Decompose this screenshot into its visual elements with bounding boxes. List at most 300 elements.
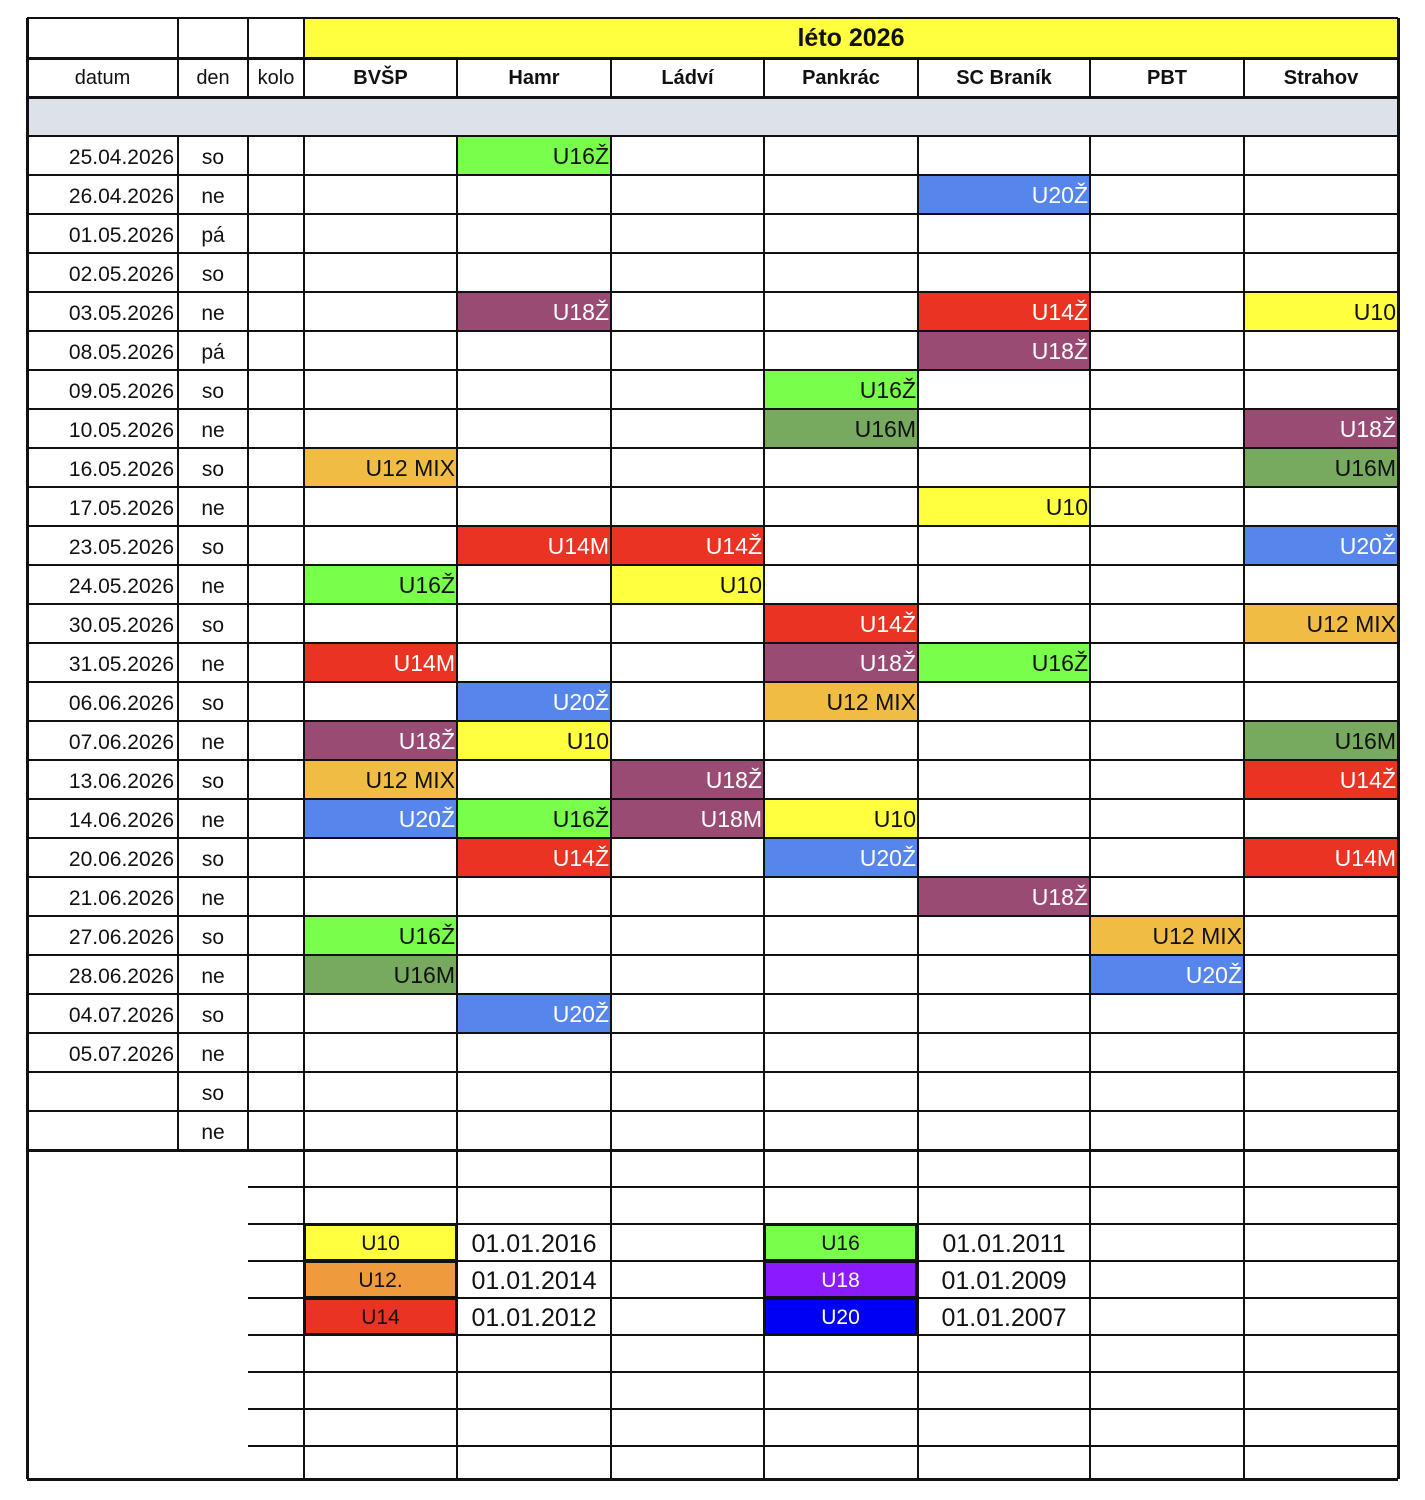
legend-date: 01.01.2016: [471, 1230, 597, 1258]
schedule-slot[interactable]: [611, 1111, 764, 1150]
row-date: 05.07.2026: [68, 1042, 174, 1066]
schedule-slot[interactable]: [457, 1033, 611, 1072]
schedule-slot[interactable]: [1090, 799, 1244, 838]
schedule-slot[interactable]: [611, 448, 764, 487]
grid-line-horizontal: [27, 993, 1398, 995]
schedule-slot[interactable]: [304, 1072, 457, 1111]
schedule-slot[interactable]: [611, 292, 764, 331]
schedule-slot[interactable]: U20Ž: [457, 994, 611, 1033]
row-date: 13.06.2026: [68, 769, 174, 793]
legend-badge: U12.: [304, 1261, 457, 1298]
schedule-slot[interactable]: [304, 682, 457, 721]
schedule-slot[interactable]: [304, 1033, 457, 1072]
schedule-slot[interactable]: U18Ž: [764, 643, 918, 682]
schedule-slot[interactable]: U16Ž: [304, 916, 457, 955]
schedule-slot[interactable]: [1244, 682, 1398, 721]
schedule-slot[interactable]: [764, 1033, 918, 1072]
schedule-slot[interactable]: [764, 175, 918, 214]
schedule-slot[interactable]: [764, 877, 918, 916]
schedule-slot[interactable]: [1090, 292, 1244, 331]
schedule-slot[interactable]: U10: [764, 799, 918, 838]
schedule-slot[interactable]: [1090, 136, 1244, 175]
row-kolo[interactable]: [248, 253, 304, 292]
separator-band: [27, 97, 1398, 136]
schedule-slot[interactable]: U18Ž: [304, 721, 457, 760]
schedule-slot[interactable]: [457, 487, 611, 526]
schedule-slot[interactable]: [918, 526, 1090, 565]
row-kolo[interactable]: [248, 955, 304, 994]
row-kolo[interactable]: [248, 1033, 304, 1072]
schedule-slot[interactable]: [304, 877, 457, 916]
schedule-slot[interactable]: [1090, 994, 1244, 1033]
legend-date: 01.01.2007: [941, 1304, 1067, 1332]
schedule-slot[interactable]: [457, 175, 611, 214]
grid-line-horizontal: [27, 1478, 1398, 1481]
grid-line-horizontal: [27, 1032, 1398, 1034]
schedule-slot[interactable]: [457, 955, 611, 994]
schedule-slot[interactable]: U12 MIX: [304, 760, 457, 799]
row-date: 20.06.2026: [68, 847, 174, 871]
row-kolo[interactable]: [248, 175, 304, 214]
season-title: léto 2026: [304, 18, 1398, 58]
grid-line-horizontal: [27, 525, 1398, 527]
schedule-slot[interactable]: U16M: [764, 409, 918, 448]
row-kolo[interactable]: [248, 916, 304, 955]
grid-line-vertical: [763, 58, 765, 97]
grid-line-horizontal: [27, 408, 1398, 410]
row-date: 01.05.2026: [68, 223, 174, 247]
legend-date: 01.01.2014: [471, 1267, 597, 1295]
schedule-slot[interactable]: U16Ž: [304, 565, 457, 604]
row-date: 07.06.2026: [68, 730, 174, 754]
schedule-slot[interactable]: [1090, 526, 1244, 565]
grid-line-vertical: [610, 58, 612, 97]
row-day: so: [201, 925, 225, 949]
row-day: ne: [201, 652, 225, 676]
schedule-slot[interactable]: U12 MIX: [764, 682, 918, 721]
schedule-slot[interactable]: U14M: [457, 526, 611, 565]
schedule-slot[interactable]: [1090, 370, 1244, 409]
schedule-slot[interactable]: U18Ž: [457, 292, 611, 331]
schedule-slot[interactable]: [304, 253, 457, 292]
schedule-slot[interactable]: U10: [1244, 292, 1398, 331]
header-venue: SC Braník: [956, 67, 1052, 89]
legend-badge: U10: [304, 1224, 457, 1261]
grid-line-horizontal: [27, 603, 1398, 605]
row-kolo[interactable]: [248, 370, 304, 409]
schedule-slot[interactable]: U14Ž: [764, 604, 918, 643]
schedule-slot[interactable]: [1090, 1111, 1244, 1150]
grid-line-horizontal: [27, 564, 1398, 566]
schedule-slot[interactable]: U20Ž: [1090, 955, 1244, 994]
grid-line-horizontal: [27, 447, 1398, 449]
row-date: 27.06.2026: [68, 925, 174, 949]
schedule-slot[interactable]: [1090, 643, 1244, 682]
schedule-slot[interactable]: [611, 682, 764, 721]
schedule-slot[interactable]: [1244, 253, 1398, 292]
schedule-slot[interactable]: [1090, 175, 1244, 214]
schedule-slot[interactable]: [611, 253, 764, 292]
row-date: 04.07.2026: [68, 1003, 174, 1027]
grid-line-horizontal: [27, 213, 1398, 215]
schedule-sheet: [27, 18, 1398, 1479]
schedule-slot[interactable]: [1090, 448, 1244, 487]
schedule-slot[interactable]: [611, 409, 764, 448]
schedule-slot[interactable]: U20Ž: [764, 838, 918, 877]
schedule-slot[interactable]: U14Ž: [918, 292, 1090, 331]
schedule-slot[interactable]: [918, 1072, 1090, 1111]
row-kolo[interactable]: [248, 1072, 304, 1111]
schedule-slot[interactable]: [764, 565, 918, 604]
schedule-slot[interactable]: [611, 331, 764, 370]
row-date: 14.06.2026: [68, 808, 174, 832]
schedule-slot[interactable]: [611, 1072, 764, 1111]
schedule-slot[interactable]: [611, 1033, 764, 1072]
row-kolo[interactable]: [248, 331, 304, 370]
header-venue: Hamr: [508, 67, 560, 89]
schedule-slot[interactable]: [918, 604, 1090, 643]
schedule-slot[interactable]: [457, 370, 611, 409]
row-date: 31.05.2026: [68, 652, 174, 676]
row-day: so: [201, 1003, 225, 1027]
grid-line-horizontal: [27, 17, 1398, 19]
schedule-slot[interactable]: U20Ž: [1244, 526, 1398, 565]
schedule-slot[interactable]: [304, 292, 457, 331]
schedule-slot[interactable]: [1244, 643, 1398, 682]
schedule-slot[interactable]: [457, 1072, 611, 1111]
schedule-slot[interactable]: [1244, 1033, 1398, 1072]
legend-date: 01.01.2012: [471, 1304, 597, 1332]
schedule-slot[interactable]: [1244, 955, 1398, 994]
row-kolo[interactable]: [248, 604, 304, 643]
schedule-slot[interactable]: [1090, 877, 1244, 916]
schedule-slot[interactable]: [764, 955, 918, 994]
schedule-slot[interactable]: [918, 1033, 1090, 1072]
schedule-slot[interactable]: [1244, 331, 1398, 370]
schedule-slot[interactable]: [611, 916, 764, 955]
schedule-slot[interactable]: U16Ž: [457, 799, 611, 838]
schedule-slot[interactable]: U20Ž: [918, 175, 1090, 214]
schedule-slot[interactable]: [764, 526, 918, 565]
schedule-slot[interactable]: [764, 916, 918, 955]
schedule-slot[interactable]: [764, 292, 918, 331]
schedule-slot[interactable]: U16M: [1244, 448, 1398, 487]
schedule-slot[interactable]: [918, 955, 1090, 994]
schedule-slot[interactable]: [1244, 1072, 1398, 1111]
schedule-slot[interactable]: [1244, 487, 1398, 526]
row-day: ne: [201, 1042, 225, 1066]
header-venue: BVŠP: [353, 67, 408, 89]
grid-line-horizontal: [27, 915, 1398, 917]
schedule-slot[interactable]: [457, 1111, 611, 1150]
schedule-slot[interactable]: [457, 565, 611, 604]
grid-line-horizontal: [27, 1071, 1398, 1073]
grid-line-vertical: [1243, 58, 1245, 97]
row-kolo[interactable]: [248, 1111, 304, 1150]
row-kolo[interactable]: [248, 838, 304, 877]
schedule-slot[interactable]: [918, 136, 1090, 175]
schedule-slot[interactable]: [611, 136, 764, 175]
schedule-slot[interactable]: U16M: [304, 955, 457, 994]
grid-line-horizontal: [27, 642, 1398, 644]
schedule-slot[interactable]: [918, 214, 1090, 253]
legend-badge: U16: [764, 1224, 917, 1261]
schedule-slot[interactable]: U14Ž: [1244, 760, 1398, 799]
row-date: 21.06.2026: [68, 886, 174, 910]
row-date: 23.05.2026: [68, 535, 174, 559]
header-venue: Pankrác: [802, 67, 880, 89]
schedule-slot[interactable]: [764, 487, 918, 526]
row-kolo[interactable]: [248, 487, 304, 526]
grid-line-horizontal: [27, 174, 1398, 176]
schedule-slot[interactable]: [764, 253, 918, 292]
schedule-slot[interactable]: [918, 721, 1090, 760]
schedule-slot[interactable]: U16Ž: [457, 136, 611, 175]
grid-line-horizontal: [248, 1445, 1398, 1446]
schedule-slot[interactable]: [457, 916, 611, 955]
schedule-slot[interactable]: [1090, 682, 1244, 721]
grid-line-horizontal: [27, 369, 1398, 371]
schedule-slot[interactable]: [1090, 409, 1244, 448]
schedule-slot[interactable]: [1090, 760, 1244, 799]
row-day: ne: [201, 808, 225, 832]
grid-line-horizontal: [248, 1371, 1398, 1372]
grid-line-horizontal: [27, 720, 1398, 722]
row-kolo[interactable]: [248, 136, 304, 175]
grid-line-horizontal: [27, 759, 1398, 761]
grid-line-horizontal: [27, 291, 1398, 293]
schedule-slot[interactable]: [1090, 604, 1244, 643]
schedule-slot[interactable]: [918, 448, 1090, 487]
schedule-slot[interactable]: [611, 877, 764, 916]
schedule-slot[interactable]: [918, 682, 1090, 721]
schedule-slot[interactable]: [611, 838, 764, 877]
schedule-slot[interactable]: [457, 448, 611, 487]
schedule-slot[interactable]: [611, 487, 764, 526]
schedule-slot[interactable]: [304, 604, 457, 643]
grid-line-horizontal: [27, 96, 1398, 99]
schedule-slot[interactable]: U18M: [611, 799, 764, 838]
row-kolo[interactable]: [248, 682, 304, 721]
row-date: 10.05.2026: [68, 418, 174, 442]
schedule-slot[interactable]: [457, 604, 611, 643]
schedule-slot[interactable]: [457, 409, 611, 448]
schedule-slot[interactable]: U10: [918, 487, 1090, 526]
row-day: ne: [201, 301, 225, 325]
grid-line-vertical: [1089, 58, 1091, 97]
schedule-slot[interactable]: [611, 604, 764, 643]
legend-badge: U14: [304, 1298, 457, 1335]
schedule-slot[interactable]: [918, 370, 1090, 409]
schedule-slot[interactable]: [304, 487, 457, 526]
schedule-slot[interactable]: [1090, 331, 1244, 370]
schedule-slot[interactable]: [1090, 253, 1244, 292]
schedule-slot[interactable]: [304, 370, 457, 409]
grid-line-vertical: [917, 58, 919, 97]
schedule-slot[interactable]: U14Ž: [457, 838, 611, 877]
schedule-slot[interactable]: [918, 838, 1090, 877]
schedule-slot[interactable]: U12 MIX: [304, 448, 457, 487]
schedule-slot[interactable]: [611, 721, 764, 760]
schedule-slot[interactable]: [1090, 565, 1244, 604]
row-day: ne: [201, 496, 225, 520]
schedule-slot[interactable]: [304, 136, 457, 175]
schedule-slot[interactable]: [611, 214, 764, 253]
schedule-slot[interactable]: [304, 175, 457, 214]
schedule-slot[interactable]: [611, 175, 764, 214]
schedule-slot[interactable]: U14M: [1244, 838, 1398, 877]
schedule-slot[interactable]: [457, 643, 611, 682]
schedule-slot[interactable]: [1244, 370, 1398, 409]
row-kolo[interactable]: [248, 214, 304, 253]
row-date: 25.04.2026: [68, 145, 174, 169]
schedule-slot[interactable]: U18Ž: [1244, 409, 1398, 448]
grid-line-horizontal: [27, 837, 1398, 839]
row-kolo[interactable]: [248, 760, 304, 799]
header-venue: Ládví: [661, 67, 714, 89]
schedule-slot[interactable]: [304, 331, 457, 370]
schedule-slot[interactable]: [1244, 877, 1398, 916]
schedule-slot[interactable]: U10: [611, 565, 764, 604]
grid-line-horizontal: [27, 876, 1398, 878]
grid-line-horizontal: [27, 486, 1398, 488]
grid-line-vertical: [26, 18, 29, 1479]
schedule-slot[interactable]: [1090, 487, 1244, 526]
schedule-slot[interactable]: [764, 448, 918, 487]
schedule-slot[interactable]: U12 MIX: [1244, 604, 1398, 643]
row-day: so: [201, 535, 225, 559]
row-kolo[interactable]: [248, 292, 304, 331]
row-day: ne: [201, 574, 225, 598]
schedule-slot[interactable]: U18Ž: [918, 331, 1090, 370]
row-day: so: [201, 145, 225, 169]
grid-line-horizontal: [27, 681, 1398, 683]
schedule-slot[interactable]: [457, 877, 611, 916]
row-day: so: [201, 457, 225, 481]
grid-line-vertical: [456, 58, 458, 97]
schedule-slot[interactable]: [611, 643, 764, 682]
schedule-slot[interactable]: [457, 253, 611, 292]
schedule-slot[interactable]: U12 MIX: [1090, 916, 1244, 955]
grid-line-horizontal: [27, 330, 1398, 332]
schedule-slot[interactable]: [918, 799, 1090, 838]
schedule-slot[interactable]: [918, 409, 1090, 448]
grid-line-horizontal: [27, 798, 1398, 800]
schedule-slot[interactable]: [1090, 838, 1244, 877]
row-kolo[interactable]: [248, 877, 304, 916]
schedule-slot[interactable]: [611, 370, 764, 409]
schedule-slot[interactable]: [918, 916, 1090, 955]
schedule-slot[interactable]: [611, 955, 764, 994]
schedule-slot[interactable]: [1244, 175, 1398, 214]
row-day: so: [201, 613, 225, 637]
row-kolo[interactable]: [248, 721, 304, 760]
schedule-slot[interactable]: [304, 409, 457, 448]
row-kolo[interactable]: [248, 565, 304, 604]
row-kolo[interactable]: [248, 643, 304, 682]
schedule-slot[interactable]: [611, 994, 764, 1033]
header-kolo: kolo: [257, 67, 295, 89]
schedule-slot[interactable]: [764, 136, 918, 175]
schedule-slot[interactable]: [1244, 214, 1398, 253]
schedule-slot[interactable]: [1244, 916, 1398, 955]
schedule-slot[interactable]: [304, 526, 457, 565]
schedule-slot[interactable]: [304, 838, 457, 877]
row-kolo[interactable]: [248, 448, 304, 487]
schedule-slot[interactable]: [457, 760, 611, 799]
schedule-slot[interactable]: U18Ž: [918, 877, 1090, 916]
row-kolo[interactable]: [248, 409, 304, 448]
header-venue: PBT: [1147, 67, 1187, 89]
schedule-slot[interactable]: [918, 994, 1090, 1033]
schedule-slot[interactable]: [457, 331, 611, 370]
row-kolo[interactable]: [248, 994, 304, 1033]
row-date: 28.06.2026: [68, 964, 174, 988]
schedule-slot[interactable]: U18Ž: [611, 760, 764, 799]
schedule-slot[interactable]: U20Ž: [304, 799, 457, 838]
schedule-slot[interactable]: U16Ž: [764, 370, 918, 409]
schedule-slot[interactable]: [304, 214, 457, 253]
schedule-slot[interactable]: [304, 994, 457, 1033]
schedule-slot[interactable]: [764, 1072, 918, 1111]
legend-badge: U20: [764, 1298, 917, 1335]
schedule-slot[interactable]: U20Ž: [457, 682, 611, 721]
schedule-slot[interactable]: [1244, 565, 1398, 604]
schedule-slot[interactable]: [764, 760, 918, 799]
schedule-slot[interactable]: U16M: [1244, 721, 1398, 760]
schedule-slot[interactable]: [1244, 136, 1398, 175]
schedule-slot[interactable]: [304, 1111, 457, 1150]
schedule-slot[interactable]: U14M: [304, 643, 457, 682]
header-den: den: [196, 67, 230, 89]
schedule-slot[interactable]: [764, 721, 918, 760]
schedule-slot[interactable]: U14Ž: [611, 526, 764, 565]
schedule-slot[interactable]: [1090, 1072, 1244, 1111]
schedule-slot[interactable]: [1090, 721, 1244, 760]
schedule-slot[interactable]: [764, 331, 918, 370]
schedule-slot[interactable]: [457, 214, 611, 253]
schedule-slot[interactable]: [764, 1111, 918, 1150]
row-day: pá: [201, 223, 225, 247]
row-date: 03.05.2026: [68, 301, 174, 325]
header-venue: Strahov: [1283, 67, 1359, 89]
schedule-slot[interactable]: [918, 565, 1090, 604]
row-kolo[interactable]: [248, 799, 304, 838]
schedule-slot[interactable]: U16Ž: [918, 643, 1090, 682]
schedule-slot[interactable]: [918, 1111, 1090, 1150]
header-datum: datum: [74, 67, 131, 89]
row-day: ne: [201, 1120, 225, 1144]
schedule-slot[interactable]: [1244, 1111, 1398, 1150]
schedule-slot[interactable]: [1244, 799, 1398, 838]
schedule-slot[interactable]: [1090, 1033, 1244, 1072]
grid-line-horizontal: [27, 1149, 1398, 1152]
schedule-slot[interactable]: [1244, 994, 1398, 1033]
row-day: so: [201, 379, 225, 403]
row-kolo[interactable]: [248, 526, 304, 565]
schedule-slot[interactable]: [764, 994, 918, 1033]
grid-line-horizontal: [248, 1408, 1398, 1409]
schedule-slot[interactable]: [764, 214, 918, 253]
row-date: [27, 1072, 178, 1111]
row-day: pá: [201, 340, 225, 364]
row-date: 26.04.2026: [68, 184, 174, 208]
schedule-slot[interactable]: [1090, 214, 1244, 253]
legend-date: 01.01.2011: [942, 1230, 1066, 1258]
schedule-slot[interactable]: [918, 760, 1090, 799]
schedule-slot[interactable]: [918, 253, 1090, 292]
schedule-slot[interactable]: U10: [457, 721, 611, 760]
